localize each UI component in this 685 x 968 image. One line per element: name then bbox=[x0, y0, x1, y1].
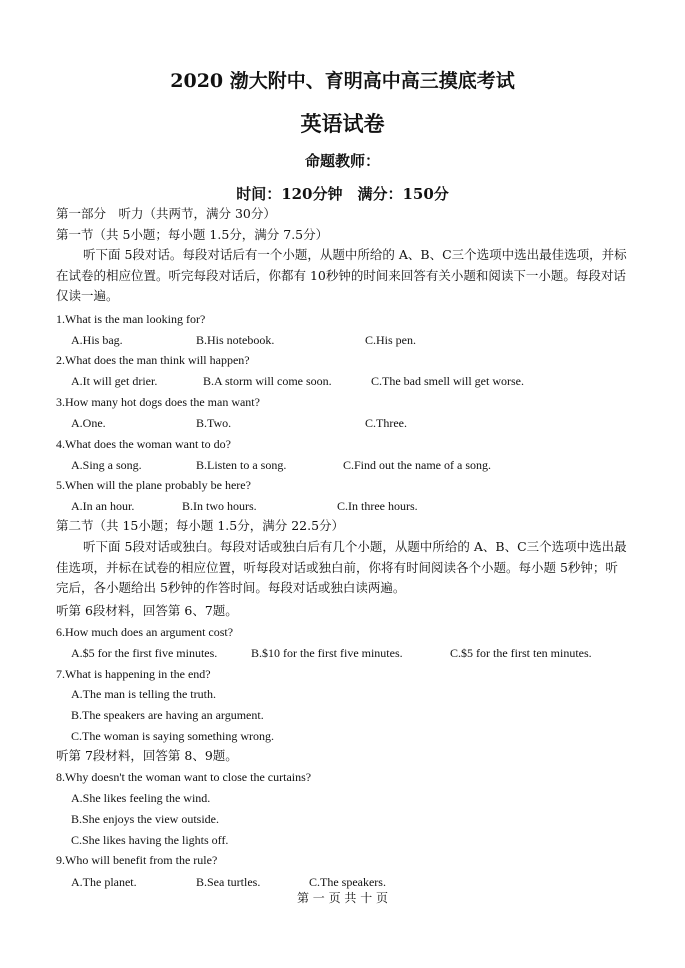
q9-option-a: A.The planet. bbox=[71, 875, 137, 889]
q6-option-b: B.$10 for the first five minutes. bbox=[251, 646, 403, 660]
question-4: 4.What does the woman want to do? bbox=[56, 437, 231, 451]
q4-option-c: C.Find out the name of a song. bbox=[343, 458, 491, 472]
q8-option-a: A.She likes feeling the wind. bbox=[71, 791, 211, 805]
section2-instructions: 听下面 5段对话或独白。每段对话或独白后有几个小题，从题中所给的 A、B、C三个选项中选出最佳选项，并标在试卷的相应位置，听每段对话或独白前，你将有时间阅读各个小题。每小题 5秒钟；听完后，各小题给出 5秒钟的作答时间。每段对话或独白读两遍。 bbox=[56, 539, 627, 595]
q8-option-b: B.She enjoys the view outside. bbox=[71, 812, 219, 826]
q8-option-c: C.She likes having the lights off. bbox=[71, 833, 229, 847]
author-line: 命题教师： bbox=[304, 152, 380, 170]
q4-option-b: B.Listen to a song. bbox=[196, 458, 287, 472]
question-6: 6.How much does an argument cost? bbox=[56, 625, 234, 639]
q9-option-b: B.Sea turtles. bbox=[196, 875, 261, 889]
section2-heading: 第二节（共 15小题；每小题 1.5分，满分 22.5分） bbox=[56, 518, 345, 533]
q3-option-b: B.Two. bbox=[196, 416, 232, 430]
q2-option-a: A.It will get drier. bbox=[71, 374, 158, 388]
question-2: 2.What does the man think will happen? bbox=[56, 353, 250, 367]
material-6-note: 听第 6段材料，回答第 6、7题。 bbox=[56, 603, 238, 618]
question-8: 8.Why doesn't the woman want to close the curtains? bbox=[56, 770, 312, 784]
time-score-line: 时间：120分钟 满分：150分 bbox=[236, 185, 449, 203]
q7-option-c: C.The woman is saying something wrong. bbox=[71, 729, 274, 743]
q2-option-c: C.The bad smell will get worse. bbox=[371, 374, 524, 388]
question-3: 3.How many hot dogs does the man want? bbox=[56, 395, 260, 409]
question-1: 1.What is the man looking for? bbox=[56, 312, 206, 326]
material-7-note: 听第 7段材料，回答第 8、9题。 bbox=[56, 748, 238, 763]
q1-option-b: B.His notebook. bbox=[196, 333, 275, 347]
section1-heading: 第一节（共 5小题；每小题 1.5分，满分 7.5分） bbox=[56, 227, 329, 242]
q1-option-c: C.His pen. bbox=[365, 333, 416, 347]
q1-option-a: A.His bag. bbox=[71, 333, 123, 347]
question-9: 9.Who will benefit from the rule? bbox=[56, 853, 218, 867]
q6-option-a: A.$5 for the first five minutes. bbox=[71, 646, 218, 660]
page-footer: 第 一 页 共 十 页 bbox=[296, 891, 389, 905]
q3-option-a: A.One. bbox=[71, 416, 106, 430]
q2-option-b: B.A storm will come soon. bbox=[203, 374, 332, 388]
q3-option-c: C.Three. bbox=[365, 416, 407, 430]
question-5: 5.When will the plane probably be here? bbox=[56, 478, 251, 492]
q7-option-a: A.The man is telling the truth. bbox=[71, 687, 216, 701]
part1-heading: 第一部分 听力（共两节，满分 30分） bbox=[56, 206, 276, 221]
q5-option-a: A.In an hour. bbox=[71, 499, 135, 513]
q5-option-b: B.In two hours. bbox=[182, 499, 257, 513]
question-7: 7.What is happening in the end? bbox=[56, 667, 211, 681]
q9-option-c: C.The speakers. bbox=[309, 875, 386, 889]
section1-instructions: 听下面 5段对话。每段对话后有一个小题，从题中所给的 A、B、C三个选项中选出最佳选项，并标在试卷的相应位置。听完每段对话后，你都有 10秒钟的时间来回答有关小题和阅读下一小题。每段对话仅读一遍。 bbox=[56, 247, 627, 303]
q4-option-a: A.Sing a song. bbox=[71, 458, 142, 472]
q6-option-c: C.$5 for the first ten minutes. bbox=[450, 646, 592, 660]
exam-title: 2020 渤大附中、育明高中高三摸底考试 bbox=[170, 70, 515, 92]
exam-subtitle: 英语试卷 bbox=[300, 111, 385, 136]
q5-option-c: C.In three hours. bbox=[337, 499, 418, 513]
q7-option-b: B.The speakers are having an argument. bbox=[71, 708, 264, 722]
